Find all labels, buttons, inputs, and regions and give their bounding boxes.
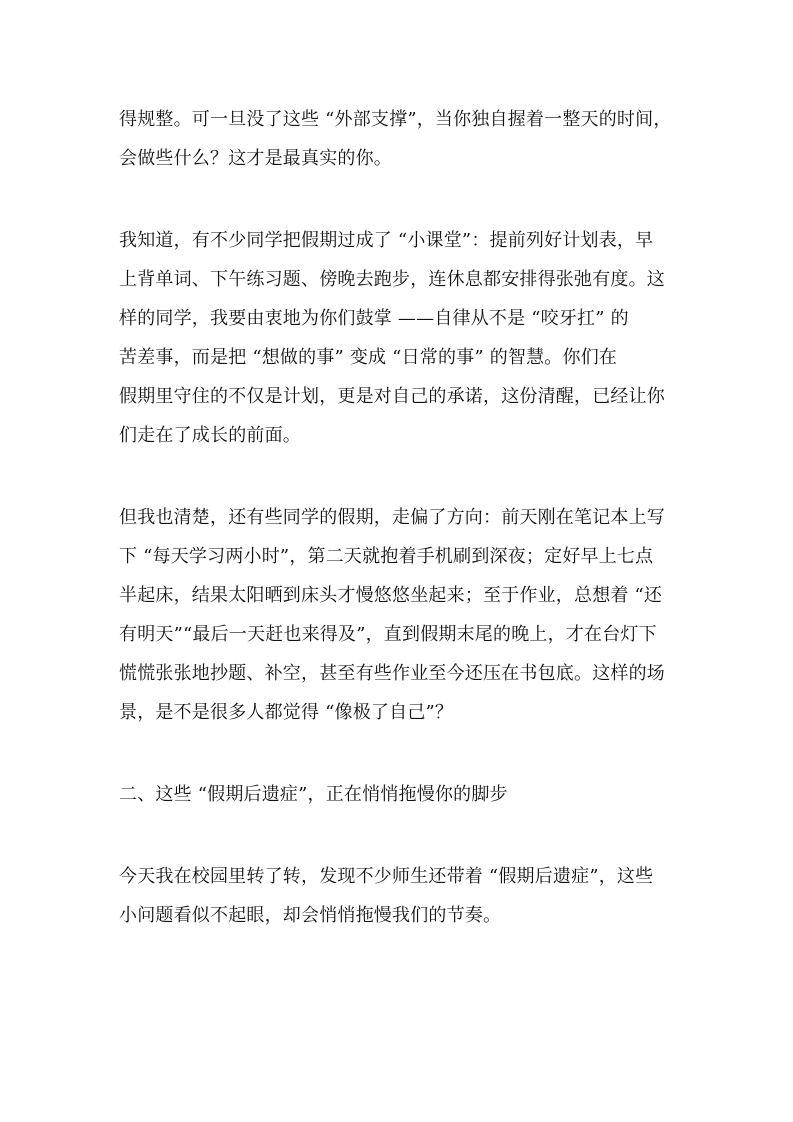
text-line: 半起床，结果太阳晒到床头才慢悠悠坐起来；至于作业，总想着 “还 bbox=[119, 585, 663, 606]
text-line: 下 “每天学习两小时”，第二天就抱着手机刷到深夜；定好早上七点 bbox=[119, 546, 654, 567]
text-line: 苦差事，而是把 “想做的事” 变成 “日常的事” 的智慧。你们在 bbox=[119, 347, 618, 368]
text-line: 假期里守住的不仅是计划，更是对自己的承诺，这份清醒，已经让你 bbox=[119, 386, 665, 407]
section-heading: 二、这些 “假期后遗症”，正在悄悄拖慢你的脚步 bbox=[119, 784, 508, 805]
text-line: 们走在了成长的前面。 bbox=[119, 425, 301, 446]
text-line: 景，是不是很多人都觉得 “像极了自己”？ bbox=[119, 702, 454, 723]
text-line: 我知道，有不少同学把假期过成了 “小课堂”：提前列好计划表，早 bbox=[119, 230, 654, 251]
text-line: 得规整。可一旦没了这些 “外部支撑”，当你独自握着一整天的时间， bbox=[119, 109, 672, 130]
text-line: 但我也清楚，还有些同学的假期，走偏了方向：前天刚在笔记本上写 bbox=[119, 507, 665, 528]
text-line: 会做些什么？这才是最真实的你。 bbox=[119, 148, 392, 169]
text-line: 今天我在校园里转了转，发现不少师生还带着 “假期后遗症”，这些 bbox=[119, 866, 654, 887]
text-line: 小问题看似不起眼，却会悄悄拖慢我们的节奏。 bbox=[119, 905, 502, 926]
text-line: 有明天”“最后一天赶也来得及”，直到假期末尾的晚上，才在台灯下 bbox=[119, 624, 657, 645]
text-line: 样的同学，我要由衷地为你们鼓掌 ——自律从不是 “咬牙扛” 的 bbox=[119, 308, 629, 329]
text-line: 慌慌张张地抄题、补空，甚至有些作业至今还压在书包底。这样的场 bbox=[119, 663, 665, 684]
text-line: 上背单词、下午练习题、傍晚去跑步，连休息都安排得张弛有度。这 bbox=[119, 269, 665, 290]
